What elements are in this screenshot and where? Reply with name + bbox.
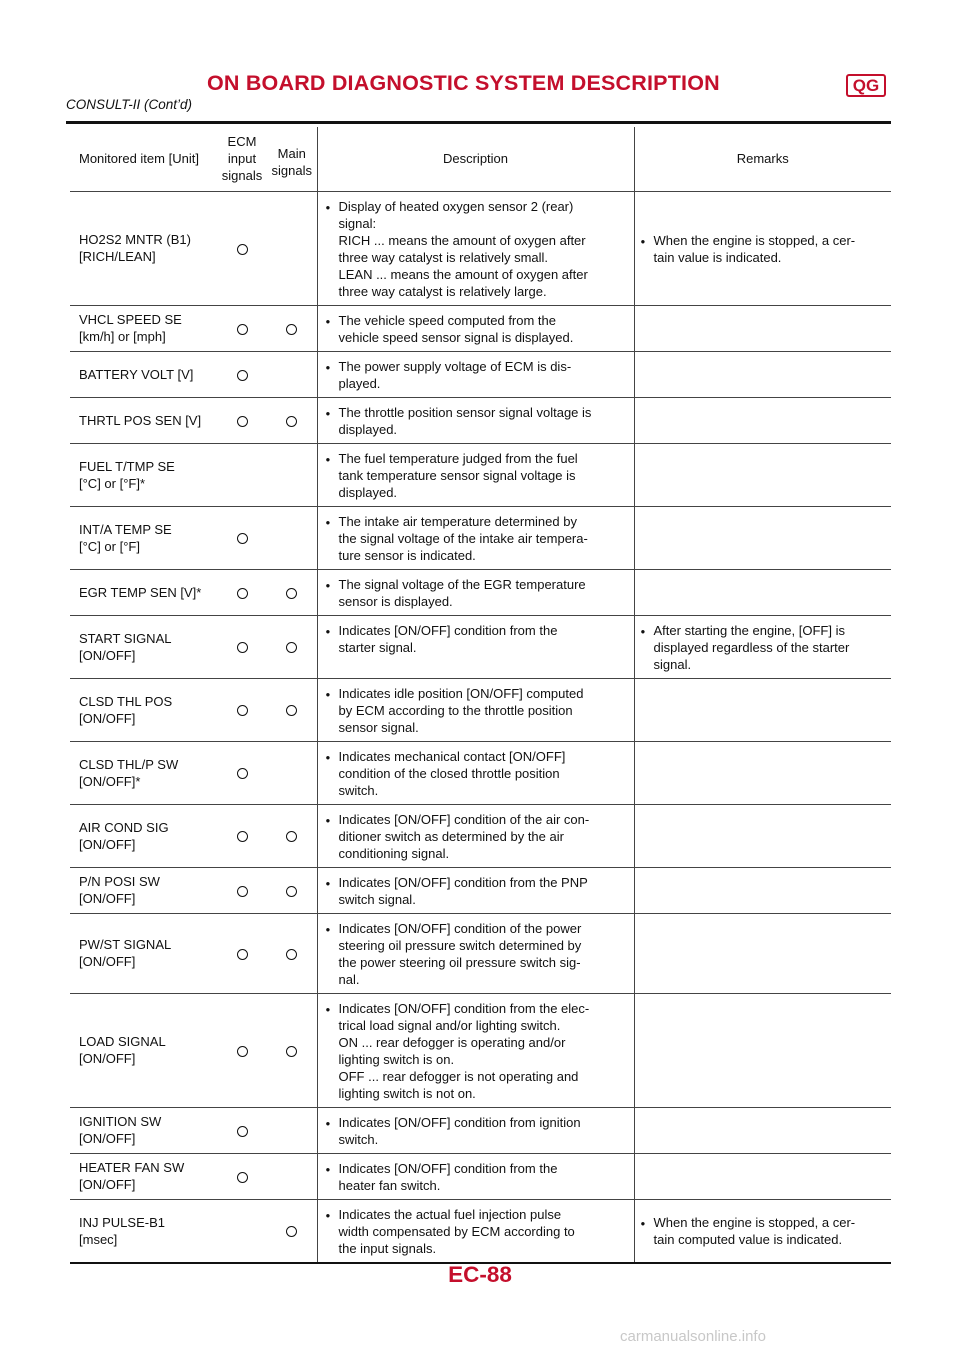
section-badge: QG [846, 74, 886, 97]
description-text: Indicates [ON/OFF] condition from the PNP switch signal. [338, 874, 588, 907]
description-text: Indicates [ON/OFF] condition from the elec- trical load signal and/or lighting switch. ON ... rear defogger is operating and/or lighting switch is on. OFF ... rear defogger is not operating and lighting switch is not on. [338, 1000, 590, 1101]
description-cell [317, 305, 634, 351]
bullet-icon: ● [325, 689, 331, 699]
description-text: The signal voltage of the EGR temperature sensor is displayed. [338, 576, 586, 609]
circle-mark-icon [237, 1046, 248, 1057]
bullet-icon: ● [325, 924, 331, 934]
item-label: CLSD THL POS [ON/OFF] [79, 693, 173, 726]
bullet-icon: ● [325, 362, 331, 372]
bullet-icon: ● [640, 236, 646, 246]
description-cell [317, 1153, 634, 1199]
bullet-icon: ● [325, 408, 331, 418]
main-signal-cell [267, 305, 317, 351]
circle-mark-icon [237, 244, 248, 255]
table-row [70, 867, 891, 913]
remarks-cell [634, 1107, 891, 1153]
item-label: LOAD SIGNAL [ON/OFF] [79, 1034, 166, 1066]
description-text: Indicates [ON/OFF] condition from the starter signal. [338, 622, 558, 655]
circle-mark-icon [237, 416, 248, 427]
remarks-cell [634, 804, 891, 867]
main-signal-cell [267, 1199, 317, 1263]
main-signal-cell [267, 804, 317, 867]
page-number: EC-88 [448, 1262, 512, 1287]
circle-mark-icon [286, 1046, 297, 1057]
remarks-cell [634, 678, 891, 741]
header-description: Description [317, 127, 634, 191]
item-cell [70, 1199, 217, 1263]
ecm-input-cell [217, 1153, 267, 1199]
item-cell [70, 569, 217, 615]
table-body [70, 191, 891, 1263]
circle-mark-icon [286, 705, 297, 716]
item-cell [70, 993, 217, 1107]
description-text: The fuel temperature judged from the fuel tank temperature sensor signal voltage is displayed. [338, 450, 578, 500]
ecm-input-cell [217, 305, 267, 351]
description-cell [317, 506, 634, 569]
bullet-icon: ● [325, 1004, 331, 1014]
bullet-icon: ● [325, 626, 331, 636]
item-label: START SIGNAL [ON/OFF] [79, 630, 172, 663]
item-cell [70, 741, 217, 804]
header-remarks: Remarks [634, 127, 891, 191]
circle-mark-icon [237, 831, 248, 842]
item-cell [70, 191, 217, 305]
main-signal-cell [267, 397, 317, 443]
description-text: The intake air temperature determined by the signal voltage of the intake air tempera- ture sensor is indicated. [338, 513, 588, 563]
table-row [70, 569, 891, 615]
table-row [70, 993, 891, 1107]
description-text: Indicates [ON/OFF] condition from ignition switch. [338, 1114, 581, 1147]
main-signal-cell [267, 1153, 317, 1199]
description-text: Indicates idle position [ON/OFF] computed by ECM according to the throttle position sensor signal. [338, 685, 584, 735]
circle-mark-icon [237, 768, 248, 779]
header-main-label: Main signals [271, 146, 312, 178]
bullet-icon: ● [325, 878, 331, 888]
item-cell [70, 1153, 217, 1199]
circle-mark-icon [286, 324, 297, 335]
table-row [70, 351, 891, 397]
item-cell [70, 305, 217, 351]
description-cell [317, 913, 634, 993]
circle-mark-icon [237, 1126, 248, 1137]
item-label: INT/A TEMP SE [°C] or [°F] [79, 521, 172, 554]
remarks-cell [634, 1199, 891, 1263]
description-text: Indicates the actual fuel injection pulse width compensated by ECM according to the input signals. [338, 1206, 575, 1256]
item-cell [70, 804, 217, 867]
main-signal-cell [267, 678, 317, 741]
item-cell [70, 351, 217, 397]
remarks-cell [634, 305, 891, 351]
item-cell [70, 615, 217, 678]
remarks-cell [634, 506, 891, 569]
bullet-icon: ● [325, 517, 331, 527]
table-row [70, 1199, 891, 1263]
bullet-icon: ● [640, 1219, 646, 1228]
ecm-input-cell [217, 993, 267, 1107]
ecm-input-cell [217, 741, 267, 804]
description-text: Indicates [ON/OFF] condition of the power steering oil pressure switch determined by the power steering oil pressure switch sig- nal. [338, 920, 582, 987]
bullet-icon: ● [325, 1118, 331, 1128]
ecm-input-cell [217, 804, 267, 867]
bullet-icon: ● [325, 316, 331, 326]
table-row [70, 678, 891, 741]
ecm-input-cell [217, 569, 267, 615]
circle-mark-icon [286, 949, 297, 960]
table-row [70, 1107, 891, 1153]
main-signal-cell [267, 191, 317, 305]
item-label: BATTERY VOLT [V] [79, 366, 194, 382]
circle-mark-icon [237, 886, 248, 897]
circle-mark-icon [237, 642, 248, 653]
item-label: EGR TEMP SEN [V]* [79, 584, 202, 600]
circle-mark-icon [237, 949, 248, 960]
item-label: FUEL T/TMP SE [°C] or [°F]* [79, 458, 175, 491]
circle-mark-icon [237, 588, 248, 599]
circle-mark-icon [286, 886, 297, 897]
remarks-text: When the engine is stopped, a cer- tain computed value is indicated. [653, 1215, 856, 1247]
circle-mark-icon [237, 1172, 248, 1183]
main-signal-cell [267, 867, 317, 913]
table-row [70, 305, 891, 351]
item-label: IGNITION SW [ON/OFF] [79, 1114, 162, 1146]
description-cell [317, 397, 634, 443]
main-signal-cell [267, 615, 317, 678]
bullet-icon: ● [325, 815, 331, 825]
ecm-input-cell [217, 397, 267, 443]
table-row [70, 741, 891, 804]
page-subtitle: CONSULT-II (Cont’d) [66, 97, 193, 112]
remarks-cell [634, 615, 891, 678]
header-main [267, 127, 317, 191]
item-cell [70, 397, 217, 443]
table-row [70, 506, 891, 569]
table-row [70, 443, 891, 506]
ecm-input-cell [217, 867, 267, 913]
main-signal-cell [267, 569, 317, 615]
circle-mark-icon [286, 588, 297, 599]
main-signal-cell [267, 741, 317, 804]
description-cell [317, 993, 634, 1107]
item-cell [70, 1107, 217, 1153]
description-cell [317, 804, 634, 867]
description-text: The power supply voltage of ECM is dis- played. [338, 358, 572, 391]
ecm-input-cell [217, 1107, 267, 1153]
page-title: ON BOARD DIAGNOSTIC SYSTEM DESCRIPTION [207, 71, 720, 95]
item-label: P/N POSI SW [ON/OFF] [79, 874, 160, 906]
bullet-icon: ● [325, 752, 331, 762]
bullet-icon: ● [640, 626, 646, 636]
remarks-cell [634, 867, 891, 913]
ecm-input-cell [217, 678, 267, 741]
remarks-cell [634, 913, 891, 993]
item-label: CLSD THL/P SW [ON/OFF]* [79, 756, 179, 789]
description-text: The throttle position sensor signal voltage is displayed. [338, 404, 592, 437]
table-row [70, 397, 891, 443]
item-cell [70, 913, 217, 993]
item-cell [70, 678, 217, 741]
watermark: carmanualsonline.info [620, 1328, 766, 1345]
item-cell [70, 506, 217, 569]
description-cell [317, 569, 634, 615]
bullet-icon: ● [325, 1164, 331, 1174]
description-text: Indicates [ON/OFF] condition of the air con- ditioner switch as determined by the air conditioning signal. [338, 811, 590, 861]
description-cell [317, 191, 634, 305]
item-label: INJ PULSE-B1 [msec] [79, 1214, 165, 1247]
remarks-cell [634, 397, 891, 443]
main-signal-cell [267, 506, 317, 569]
circle-mark-icon [237, 370, 248, 381]
ecm-input-cell [217, 443, 267, 506]
ecm-input-cell [217, 191, 267, 305]
main-signal-cell [267, 993, 317, 1107]
header-item: Monitored item [Unit] [70, 127, 217, 191]
header-rule [66, 121, 891, 124]
table-row [70, 804, 891, 867]
remarks-text: After starting the engine, [OFF] is displayed regardless of the starter signal. [653, 622, 850, 672]
description-cell [317, 678, 634, 741]
description-cell [317, 615, 634, 678]
main-signal-cell [267, 351, 317, 397]
ecm-input-cell [217, 913, 267, 993]
remarks-cell [634, 1153, 891, 1199]
ecm-input-cell [217, 615, 267, 678]
ecm-input-cell [217, 1199, 267, 1263]
main-signal-cell [267, 1107, 317, 1153]
item-label: HEATER FAN SW [ON/OFF] [79, 1160, 185, 1192]
circle-mark-icon [237, 705, 248, 716]
remarks-cell [634, 351, 891, 397]
circle-mark-icon [286, 831, 297, 842]
item-label: PW/ST SIGNAL [ON/OFF] [79, 937, 172, 969]
table-row [70, 913, 891, 993]
table-row [70, 191, 891, 305]
table-row [70, 1153, 891, 1199]
description-cell [317, 1107, 634, 1153]
bullet-icon: ● [325, 202, 331, 212]
main-signal-cell [267, 913, 317, 993]
header-ecm [217, 127, 267, 191]
main-signal-cell [267, 443, 317, 506]
item-label: HO2S2 MNTR (B1) [RICH/LEAN] [79, 232, 191, 264]
remarks-cell [634, 569, 891, 615]
remarks-cell [634, 993, 891, 1107]
table-row [70, 615, 891, 678]
item-label: VHCL SPEED SE [km/h] or [mph] [79, 312, 182, 344]
item-label: AIR COND SIG [ON/OFF] [79, 819, 169, 852]
bullet-icon: ● [325, 580, 331, 590]
item-cell [70, 443, 217, 506]
description-cell [317, 1199, 634, 1263]
remarks-cell [634, 191, 891, 305]
description-text: The vehicle speed computed from the vehicle speed sensor signal is displayed. [338, 312, 574, 345]
bullet-icon: ● [325, 1210, 331, 1220]
monitored-items-table [70, 127, 891, 1264]
description-cell [317, 741, 634, 804]
bullet-icon: ● [325, 454, 331, 464]
item-label: THRTL POS SEN [V] [79, 412, 202, 428]
remarks-cell [634, 741, 891, 804]
ecm-input-cell [217, 351, 267, 397]
circle-mark-icon [286, 1226, 297, 1237]
header-ecm-label: ECM input signals [221, 134, 263, 184]
circle-mark-icon [237, 533, 248, 544]
description-text: Display of heated oxygen sensor 2 (rear) signal: RICH ... means the amount of oxygen after three way catalyst is relatively small. LEAN ... means the amount of oxygen after three way catalyst is relatively large. [338, 198, 588, 299]
description-text: Indicates mechanical contact [ON/OFF] condition of the closed throttle position switch. [338, 748, 566, 798]
circle-mark-icon [286, 416, 297, 427]
description-cell [317, 351, 634, 397]
remarks-text: When the engine is stopped, a cer- tain value is indicated. [653, 232, 856, 265]
item-cell [70, 867, 217, 913]
description-text: Indicates [ON/OFF] condition from the heater fan switch. [338, 1160, 558, 1193]
ecm-input-cell [217, 506, 267, 569]
circle-mark-icon [237, 324, 248, 335]
remarks-cell [634, 443, 891, 506]
description-cell [317, 443, 634, 506]
circle-mark-icon [286, 642, 297, 653]
description-cell [317, 867, 634, 913]
